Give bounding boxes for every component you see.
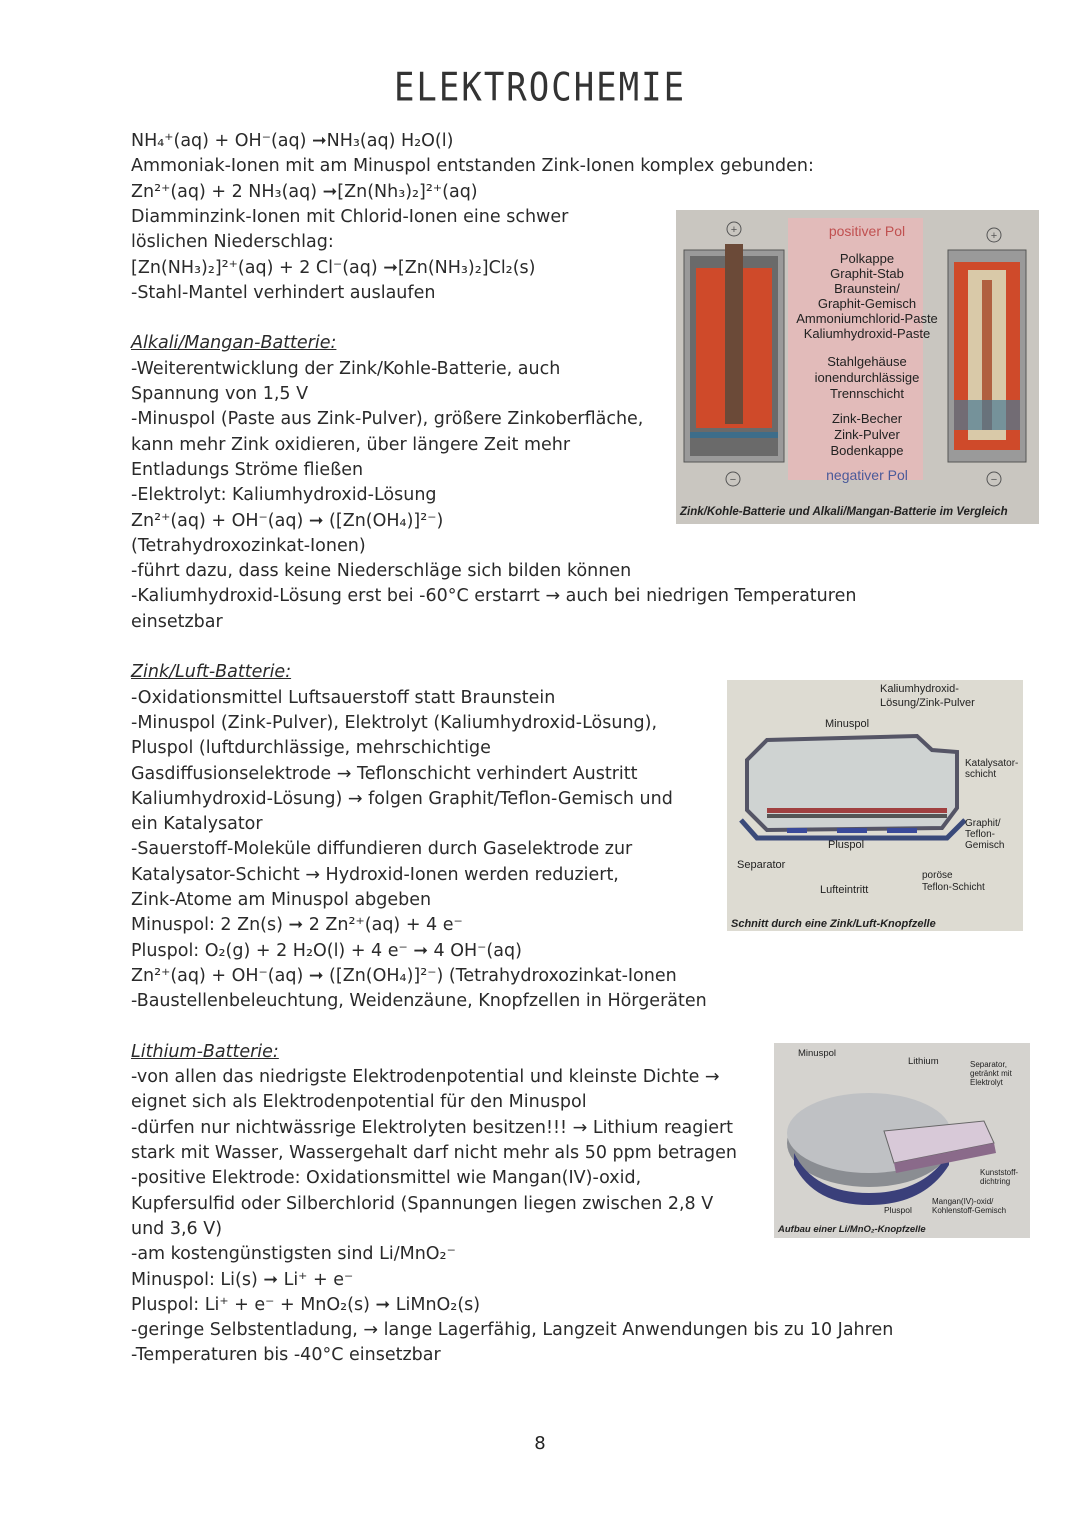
text-line: -Elektrolyt: Kaliumhydroxid-Lösung [131, 485, 437, 506]
figure1-caption: Zink/Kohle-Batterie und Alkali/Mangan-Batterie im Vergleich [680, 506, 1008, 518]
text-line: -Weiterentwicklung der Zink/Kohle-Batterie, auch [131, 358, 561, 379]
label-mno2-1: Mangan(IV)-oxid/ [932, 1197, 994, 1206]
text-line: -führt dazu, dass keine Niederschläge sich bilden können [131, 561, 632, 582]
label-trennschicht: Trennschicht [830, 386, 904, 401]
text-line: -Kaliumhydroxid-Lösung erst bei -60°C erstarrt → auch bei niedrigen Temperaturen [131, 586, 857, 607]
text-line: [Zn(NH₃)₂]²⁺(aq) + 2 Cl⁻(aq) ➞[Zn(NH₃)₂]Cl₂(s) [131, 257, 536, 278]
battery-comparison-diagram [676, 210, 1039, 524]
figure-battery-comparison [676, 210, 1039, 524]
label-bodenkappe: Bodenkappe [830, 443, 904, 458]
label-ionendurchlaessige: ionendurchlässige [814, 370, 920, 385]
text-line: -Oxidationsmittel Luftsauerstoff statt Braunstein [131, 687, 556, 708]
label-seal-2: dichtring [980, 1177, 1011, 1186]
text-line: -am kostengünstigsten sind Li/MnO₂⁻ [131, 1244, 456, 1265]
label-braunstein: Braunstein/ [834, 281, 900, 296]
text-line: Diamminzink-Ionen mit Chlorid-Ionen eine schwer [131, 206, 569, 227]
text-line: Zn²⁺(aq) + 2 NH₃(aq) ➞[Zn(Nh₃)₂]²⁺(aq) [131, 181, 478, 202]
label-zink-becher: Zink-Becher [831, 411, 903, 426]
page-title: ELEKTROCHEMIE [393, 65, 687, 111]
minus-symbol-left: − [729, 474, 737, 486]
text-line: Minuspol: Li(s) ➞ Li⁺ + e⁻ [131, 1269, 354, 1290]
minus-symbol-right: − [990, 474, 998, 486]
label-zink-pulver: Zink-Pulver [834, 427, 900, 442]
label-kaliumhydroxid: Kaliumhydroxid-Paste [803, 326, 931, 341]
text-line: Gasdiffusionselektrode → Teflonschicht verhindert Austritt [131, 763, 638, 784]
label-catalyst-2: schicht [965, 769, 997, 780]
text-line: Pluspol: Li⁺ + e⁻ + MnO₂(s) ➞ LiMnO₂(s) [131, 1294, 481, 1315]
text-line: Katalysator-Schicht → Hydroxid-Ionen werden reduziert, [131, 864, 619, 885]
text-line: Entladungs Ströme fließen [131, 459, 364, 480]
text-line: Pluspol: O₂(g) + 2 H₂O(l) + 4 e⁻ ➞ 4 OH⁻(aq) [131, 940, 522, 961]
label-graphite-2: Teflon- [965, 829, 996, 840]
label-ammoniumchlorid: Ammoniumchlorid-Paste [796, 311, 938, 326]
text-line: -Minuspol (Paste aus Zink-Pulver), größere Zinkoberfläche, [131, 409, 644, 430]
label-electrolyte-1: Kaliumhydroxid- [880, 683, 959, 695]
label-positive-pole: positiver Pol [828, 223, 906, 239]
text-line: Minuspol: 2 Zn(s) ➞ 2 Zn²⁺(aq) + 4 e⁻ [131, 915, 463, 936]
label-seal-1: Kunststoff- [980, 1168, 1019, 1177]
label-teflon-1: poröse [922, 870, 953, 881]
text-line: einsetzbar [131, 611, 223, 632]
text-line: Zn²⁺(aq) + OH⁻(aq) ➞ ([Zn(OH₄)]²⁻) [131, 510, 444, 531]
text-line: Zn²⁺(aq) + OH⁻(aq) ➞ ([Zn(OH₄)]²⁻) (Tetrahydroxozinkat-Ionen [131, 965, 677, 986]
text-line: Spannung von 1,5 V [131, 384, 309, 404]
text-line: und 3,6 V) [131, 1218, 223, 1239]
figure3-caption: Aufbau einer Li/MnO₂-Knopfzelle [778, 1224, 926, 1235]
text-line: Ammoniak-Ionen mit am Minuspol entstanden Zink-Ionen komplex gebunden: [131, 156, 814, 177]
text-line: -von allen das niedrigste Elektrodenpotential und kleinste Dichte → [131, 1067, 720, 1088]
label-minuspol: Minuspol [825, 718, 870, 730]
zinc-air-diagram [727, 680, 1023, 931]
label-separator-2: getränkt mit [970, 1069, 1012, 1078]
label-minuspol: Minuspol [798, 1048, 837, 1059]
section-heading: Alkali/Mangan-Batterie: [131, 333, 337, 354]
text-line: NH₄⁺(aq) + OH⁻(aq) ➞NH₃(aq) H₂O(l) [131, 131, 454, 151]
label-separator: Separator [737, 859, 786, 871]
text-line: eignet sich als Elektrodenpotential für den Minuspol [131, 1092, 587, 1113]
section-heading: Zink/Luft-Batterie: [131, 662, 292, 683]
plus-symbol-left: + [730, 224, 738, 236]
figure-lithium-cell [774, 1043, 1030, 1238]
label-stahlgehaeuse: Stahlgehäuse [827, 354, 907, 369]
label-separator-1: Separator, [970, 1060, 1007, 1069]
text-line: Zink-Atome am Minuspol abgeben [131, 890, 432, 910]
text-line: Pluspol (luftdurchlässige, mehrschichtige [131, 738, 491, 759]
label-negative-pole: negativer Pol [826, 467, 908, 483]
label-lufteintritt: Lufteintritt [820, 884, 869, 896]
label-graphite-1: Graphit/ [965, 818, 1001, 829]
label-electrolyte-2: Lösung/Zink-Pulver [880, 697, 975, 709]
label-mno2-2: Kohlenstoff-Gemisch [932, 1206, 1007, 1215]
label-pluspol: Pluspol [828, 839, 865, 851]
lithium-cell-diagram [774, 1043, 1030, 1238]
text-line: -Sauerstoff-Moleküle diffundieren durch Gaselektrode zur [131, 839, 633, 860]
text-line: ein Katalysator [131, 814, 263, 835]
figure-zinc-air-cell [727, 680, 1023, 931]
plus-symbol-right: + [990, 230, 998, 242]
text-line: -Temperaturen bis -40°C einsetzbar [131, 1345, 441, 1366]
label-catalyst-1: Katalysator- [965, 758, 1019, 769]
label-teflon-2: Teflon-Schicht [922, 882, 985, 893]
text-line: -Stahl-Mantel verhindert auslaufen [131, 282, 436, 303]
text-line: -Minuspol (Zink-Pulver), Elektrolyt (Kaliumhydroxid-Lösung), [131, 712, 658, 733]
label-lithium: Lithium [908, 1056, 939, 1067]
text-line: Kupfersulfid oder Silberchlorid (Spannungen liegen zwischen 2,8 V [131, 1193, 714, 1214]
page-number: 8 [534, 1433, 546, 1454]
text-line: (Tetrahydroxozinkat-Ionen) [131, 535, 366, 556]
text-line: -geringe Selbstentladung, → lange Lagerfähig, Langzeit Anwendungen bis zu 10 Jahren [131, 1320, 894, 1341]
text-line: -Baustellenbeleuchtung, Weidenzäune, Knopfzellen in Hörgeräten [131, 991, 707, 1012]
text-line: Kaliumhydroxid-Lösung) → folgen Graphit/Teflon-Gemisch und [131, 788, 673, 809]
text-line: -positive Elektrode: Oxidationsmittel wie Mangan(IV)-oxid, [131, 1168, 642, 1189]
text-line: stark mit Wasser, Wassergehalt darf nicht mehr als 50 ppm betragen [131, 1143, 737, 1163]
text-line: löslichen Niederschlag: [131, 232, 334, 253]
label-graphite-3: Gemisch [965, 840, 1005, 851]
label-graphit-gemisch: Graphit-Gemisch [817, 296, 917, 311]
label-polkappe: Polkappe [839, 251, 895, 266]
label-pluspol: Pluspol [884, 1205, 912, 1215]
text-line: kann mehr Zink oxidieren, über längere Zeit mehr [131, 434, 571, 455]
label-separator-3: Elektrolyt [970, 1078, 1003, 1087]
section-heading: Lithium-Batterie: [131, 1041, 279, 1062]
figure2-caption: Schnitt durch eine Zink/Luft-Knopfzelle [731, 918, 936, 930]
text-line: -dürfen nur nichtwässrige Elektrolyten besitzen!!! → Lithium reagiert [131, 1117, 734, 1138]
label-graphit-stab: Graphit-Stab [830, 266, 904, 281]
